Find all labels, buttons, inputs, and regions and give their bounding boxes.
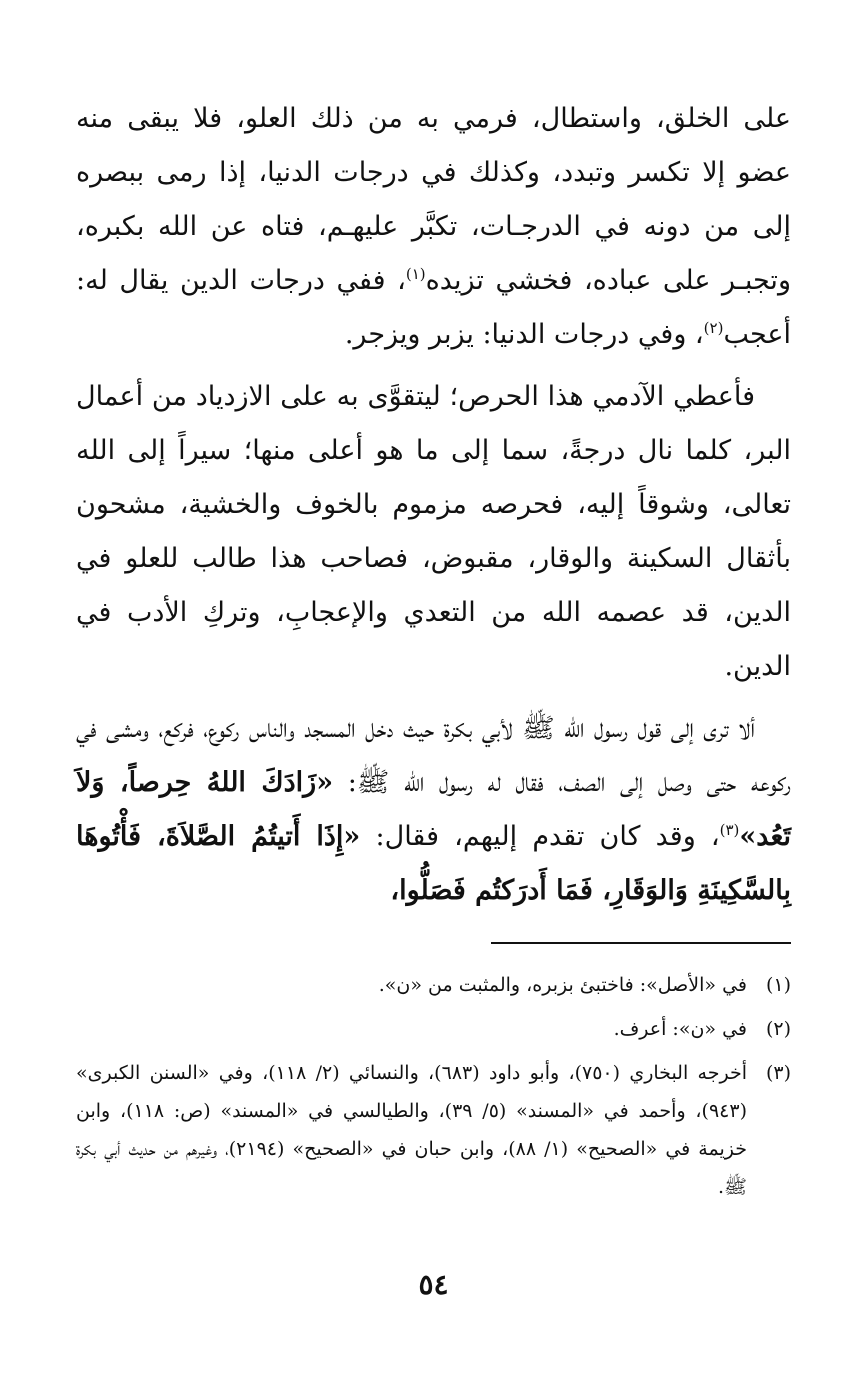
footnotes — [76, 966, 791, 1206]
footnote-separator — [76, 942, 791, 944]
paragraph-3-text-2: ، وقد كان تقدم إليهم، فقال: — [360, 821, 720, 852]
paragraph-3 — [76, 702, 791, 918]
footnote-ref-1[interactable]: (١) — [405, 265, 426, 283]
page-number: ٥٤ — [418, 1268, 449, 1301]
separator-line — [491, 942, 791, 944]
paragraph-1 — [76, 92, 791, 362]
footnote-1 — [76, 966, 791, 1004]
paragraph-2 — [76, 370, 791, 694]
paragraph-2-text: فأعطي الآدمي هذا الحرص؛ ليتقوَّى به على الازدياد من أعمال البر، كلما نال درجةً، سما إلى ما هو أعلى منها؛ سيراً إلى الله تعالى، وشوقاً إليه، فحرصه مزموم بالخوف والخشية، مشحون بأثقال السكينة والوقار، مقبوض، فصاحب هذا طالب للعلو في الدين، قد عصمه الله من التعدي والإعجابِ، وتركِ الأدب في الدين. — [76, 381, 791, 682]
footnote-text: أخرجه البخاري (٧٥٠)، وأبو داود (٦٨٣)، والنسائي (٢/ ١١٨)، وفي «السنن الكبرى» (٩٤٣)، وأحمد في «المسند» (٥/ ٣٩)، والطيالسي في «المسند» (ص: ١١٨)، وابن خزيمة في «الصحيح» (١/ ٨٨)، وابن حبان في «الصحيح» (٢١٩٤)، وغيرهم من حديث أبي بكرة ﷺ. — [76, 1062, 747, 1198]
footnote-text: في «الأصل»: فاختبئ بزبره، والمثبت من «ن». — [378, 974, 747, 996]
paragraph-1-text-3: ، وفي درجات الدنيا: يزبر ويزجر. — [344, 319, 704, 350]
main-text — [76, 92, 791, 918]
footnote-ref-2[interactable]: (٢) — [703, 319, 724, 337]
footnote-ref-3[interactable]: (٣) — [719, 821, 740, 839]
footnote-number: (١) — [765, 974, 791, 996]
footnote-text: في «ن»: أعرف. — [613, 1018, 747, 1040]
paragraph-3-text: ألا ترى إلى قول رسول الله ﷺ لأبي بكرة حيث دخل المسجد والناس ركوع، فركع، ومشى في ركوعه حتى وصل إلى الصف، فقال له رسول الله ﷺ: — [76, 713, 791, 798]
hadith-quote-1: «زَادَكَ اللهُ حِرصاً، وَلاَ تَعُد» — [76, 767, 791, 852]
paragraph-1-text: على الخلق، واستطال، فرمي به من ذلك العلو، فلا يبقى منه عضو إلا تكسر وتبدد، وكذلك في درجات الدنيا، إذا رمى ببصره إلى من دونه في الدرجـات، تكبَّر عليهـم، فتاه عن الله بكبره، وتجبـر على عباده، فخشي تزيده — [76, 103, 791, 296]
hadith-quote-2: «إِذَا أَتيتُمُ الصَّلاَةَ، فَأْتُوهَا بِالسَّكِينَةِ وَالوَقَارِ، فَمَا أَدرَكتُم فَصَلُّوا، — [76, 821, 791, 906]
footnote-number: (٢) — [765, 1018, 791, 1040]
paragraph-1-text-2: ، ففي درجات الدين يقال له: أعجب — [76, 265, 791, 350]
footnote-2 — [76, 1010, 791, 1048]
footnote-number: (٣) — [765, 1062, 791, 1084]
footnote-3 — [76, 1054, 791, 1206]
